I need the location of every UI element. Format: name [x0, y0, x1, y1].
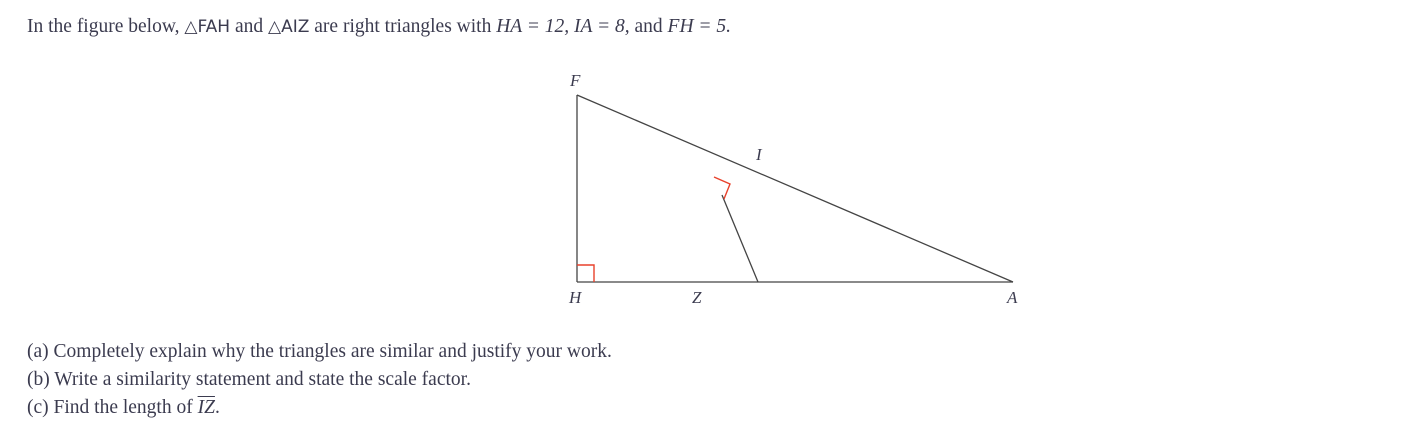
question-c-text: (c) Find the length of: [27, 397, 198, 418]
vertex-label-i: I: [756, 145, 762, 164]
triangle-aiz-symbol: △AIZ: [268, 17, 310, 37]
question-b: (b) Write a similarity statement and state the scale factor.: [27, 369, 471, 390]
triangle-fah-symbol: △FAH: [184, 17, 231, 37]
vertex-label-h: H: [569, 288, 582, 307]
vertex-label-a: A: [1007, 288, 1018, 307]
problem-connector: and: [234, 16, 264, 37]
problem-middle: are right triangles with: [314, 16, 492, 37]
question-a: (a) Completely explain why the triangles are similar and justify your work.: [27, 341, 612, 362]
vertex-label-z: Z: [692, 288, 702, 307]
problem-statement: [27, 14, 731, 40]
segment-iz-notation: $\overline{IZ}$: [197, 397, 215, 418]
figure-svg: [540, 60, 1060, 310]
equation-ha: HA = 12,: [496, 16, 570, 37]
geometry-figure: [540, 60, 1060, 310]
equation-fh: FH = 5.: [667, 16, 732, 37]
problem-lead: In the figure below,: [27, 16, 180, 37]
vertex-label-f: F: [570, 71, 581, 90]
segment-fa: [577, 95, 1013, 282]
segment-zi: [722, 195, 758, 282]
question-c: [27, 394, 612, 422]
equation-ia: IA = 8,: [574, 16, 630, 37]
right-angle-marker-h: [577, 265, 594, 282]
questions-list: [27, 338, 612, 422]
problem-and: and: [634, 16, 663, 37]
question-c-tail: .: [214, 397, 220, 418]
